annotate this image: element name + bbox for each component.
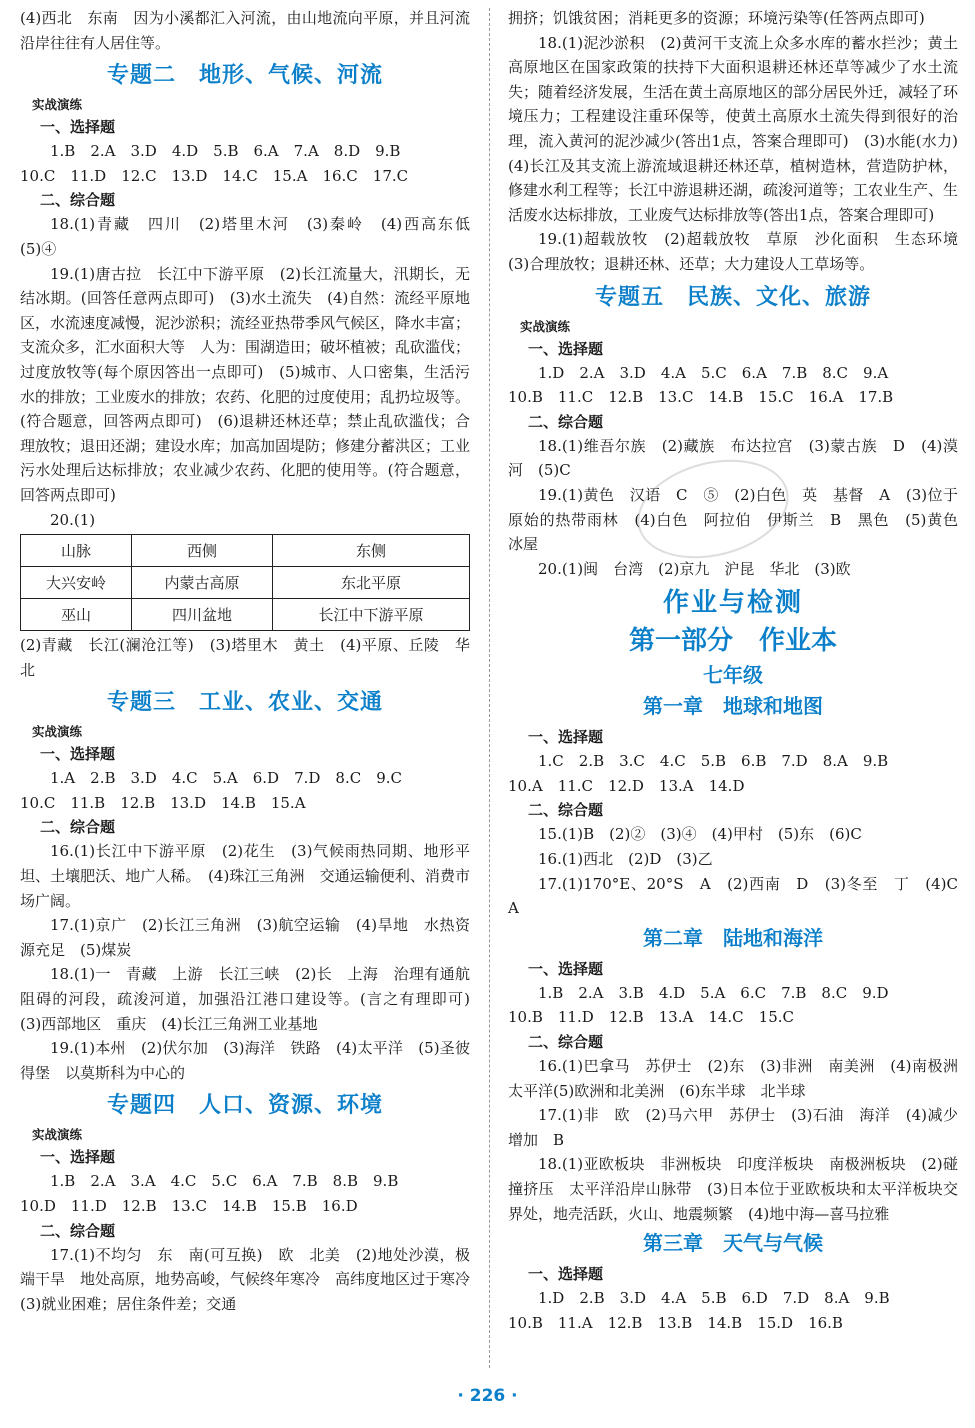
practice-label: 实战演练	[520, 318, 571, 334]
choice-answers: 1.B 2.A 3.A 4.C 5.C 6.A 7.B 8.B 9.B	[50, 1172, 399, 1191]
question-answer: 16.(1)西北 (2)D (3)乙	[538, 850, 713, 869]
choice-answers: 1.B 2.A 3.B 4.D 5.A 6.C 7.B 8.C 9.D	[538, 983, 889, 1002]
choice-answers: 10.B 11.C 12.B 13.C 14.B 15.C 16.A 17.B	[508, 388, 894, 407]
section-comprehensive: 二、综合题	[40, 1221, 116, 1240]
question-answer: 17.(1)非 欧 (2)马六甲 苏伊士 (3)石油 海洋 (4)减少 增加 B	[508, 1106, 974, 1149]
question-answer: 20.(1)闽 台湾 (2)京九 沪昆 华北 (3)欧	[538, 559, 851, 578]
answer-table	[20, 534, 470, 631]
table-row	[21, 567, 470, 599]
table-cell: 长江中下游平原	[273, 599, 470, 631]
question-answer: 18.(1)亚欧板块 非洲板块 印度洋板块 南极洲板块 (2)碰撞挤压 太平洋沿岸山脉带 (3)日本位于亚欧板块和太平洋板块交界处，地壳活跃，火山、地震频繁 (4)地中海—喜马拉雅	[508, 1155, 958, 1223]
question-answer: 19.(1)超载放牧 (2)超载放牧 草原 沙化面积 生态环境 (3)合理放牧；退耕还林、还草；大力建设人工草场等。	[508, 230, 974, 273]
grade-title: 七年级	[703, 663, 763, 688]
column-divider	[489, 8, 490, 1368]
section-comprehensive: 二、综合题	[528, 801, 604, 820]
section-choice: 一、选择题	[528, 339, 604, 358]
right-column	[508, 6, 974, 1335]
choice-answers: 10.B 11.D 12.B 13.A 14.C 15.C	[508, 1008, 794, 1027]
practice-label: 实战演练	[32, 724, 83, 740]
table-header-cell: 东侧	[273, 535, 470, 567]
left-column	[20, 6, 486, 1316]
question-answer: 19.(1)本州 (2)伏尔加 (3)海洋 铁路 (4)太平洋 (5)圣彼得堡 以莫斯科为中心的	[20, 1039, 470, 1082]
table-row	[21, 599, 470, 631]
table-header-row	[21, 535, 470, 567]
choice-answers: 10.C 11.B 12.B 13.D 14.B 15.A	[20, 793, 306, 812]
choice-answers: 1.D 2.B 3.D 4.A 5.B 6.D 7.D 8.A 9.B	[538, 1289, 890, 1308]
table-cell: 内蒙古高原	[132, 567, 273, 599]
question-answer: 18.(1)一 青藏 上游 长江三峡 (2)长 上海 治理有通航阻碍的河段，疏浚河道，加强沿江港口建设等。(言之有理即可) (3)西部地区 重庆 (4)长江三角洲工业基地	[20, 965, 486, 1033]
question-answer: 16.(1)长江中下游平原 (2)花生 (3)气候雨热同期、地形平坦、土壤肥沃、地广人稀。 (4)珠江三角洲 交通运输便利、消费市场广阔。	[20, 842, 470, 910]
section-choice: 一、选择题	[528, 959, 604, 978]
question-answer: 16.(1)巴拿马 苏伊士 (2)东 (3)非洲 南美洲 (4)南极洲 太平洋(5)欧洲和北美洲 (6)东半球 北半球	[508, 1057, 974, 1100]
table-header-cell: 山脉	[21, 535, 132, 567]
question-answer: 17.(1)170°E、20°S A (2)西南 D (3)冬至 丁 (4)C A	[508, 874, 974, 918]
choice-answers: 1.C 2.B 3.C 4.C 5.B 6.B 7.D 8.A 9.B	[538, 752, 889, 771]
topic5-title: 专题五 民族、文化、旅游	[594, 284, 871, 310]
choice-answers: 10.C 11.D 12.C 13.D 14.C 15.A 16.C 17.C	[20, 166, 409, 185]
section-comprehensive: 二、综合题	[40, 191, 116, 210]
section-comprehensive: 二、综合题	[528, 1033, 604, 1052]
choice-answers: 10.B 11.A 12.B 13.B 14.B 15.D 16.B	[508, 1313, 843, 1332]
question-answer: 19.(1)唐古拉 长江中下游平原 (2)长江流量大，汛期长，无结冰期。(回答任意两点即可) (3)水土流失 (4)自然：流经平原地区，水流速度减慢，泥沙淤积；流经亚热带季风气候区，降水丰富；支流众多，汇水面积大等 人为：围湖造田；破坏植被；乱砍滥伐；过度放牧等(每个原因答出一点即可) (5)城市、人口密集，生活污水的排放；工业废水的排放；农药、化肥的过度使用；乱扔垃圾等。(符合题意，回答两点即可) (6)退耕还林还草；禁止乱砍滥伐；合理放牧；退田还湖；建设水库；加高加固堤防；修建分蓄洪区；工业污水处理后达标排放；农业减少农药、化肥的使用等。(符合题意，回答两点即可)	[20, 264, 471, 504]
section-choice: 一、选择题	[40, 118, 116, 137]
choice-answers: 1.B 2.A 3.D 4.D 5.B 6.A 7.A 8.D 9.B	[50, 142, 401, 161]
intro-answer: (4)西北 东南 因为小溪都汇入河流，由山地流向平原，并且河流沿岸往往有人居住等。	[20, 9, 470, 52]
section-choice: 一、选择题	[528, 728, 604, 747]
question-answer: 17.(1)不均匀 东 南(可互换) 欧 北美 (2)地处沙漠，极端干旱 地处高原，地势高峻，气候终年寒冷 高纬度地区过于寒冷 (3)就业困难；居住条件差；交通	[20, 1245, 486, 1313]
choice-answers: 1.D 2.A 3.D 4.A 5.C 6.A 7.B 8.C 9.A	[538, 363, 889, 382]
choice-answers: 1.A 2.B 3.D 4.C 5.A 6.D 7.D 8.C 9.C	[50, 769, 403, 788]
practice-label: 实战演练	[32, 1127, 83, 1143]
table-cell: 东北平原	[273, 567, 470, 599]
question-answer: 15.(1)B (2)② (3)④ (4)甲村 (5)东 (6)C	[538, 825, 862, 844]
book-section-title: 作业与检测	[662, 588, 803, 619]
choice-answers: 10.A 11.C 12.D 13.A 14.D	[508, 776, 745, 795]
question-answer: 20.(1)	[50, 510, 96, 529]
continued-answer: 拥挤；饥饿贫困；消耗更多的资源；环境污染等(任答两点即可)	[508, 9, 925, 27]
question-answer: 18.(1)青藏 四川 (2)塔里木河 (3)秦岭 (4)西高东低 (5)④	[20, 215, 486, 258]
table-header-cell: 西侧	[132, 535, 273, 567]
question-answer: 18.(1)泥沙淤积 (2)黄河干支流上众多水库的蓄水拦沙；黄土高原地区在国家政策的扶持下大面积退耕还林还草等减少了水土流失；随着经济发展，生活在黄土高原地区的部分居民外迁，减轻了环境压力；工程建设注重环保等，使黄土高原水土流失得到很好的治理，流入黄河的泥沙减少(答出1点，答案合理即可) (3)水能(水力) (4)长江及其支流上游流域退耕还林还草，植树造林，营造防护林，修建水利工程等；长江中游退耕还湖，疏浚河道等；工农业生产、生活废水达标排放，工业废气达标排放等(答出1点，答案合理即可)	[508, 33, 974, 224]
chapter3-title: 第三章 天气与气候	[643, 1231, 823, 1256]
table-cell: 四川盆地	[132, 599, 273, 631]
topic3-title: 专题三 工业、农业、交通	[106, 690, 383, 716]
topic4-title: 专题四 人口、资源、环境	[106, 1093, 383, 1119]
section-comprehensive: 二、综合题	[528, 412, 604, 431]
section-choice: 一、选择题	[528, 1265, 604, 1284]
choice-answers: 10.D 11.D 12.B 13.C 14.B 15.B 16.D	[20, 1197, 358, 1215]
section-choice: 一、选择题	[40, 745, 116, 764]
chapter1-title: 第一章 地球和地图	[643, 694, 823, 719]
question-answer: 19.(1)黄色 汉语 C ⑤ (2)白色 英 基督 A (3)位于原始的热带雨林 (4)白色 阿拉伯 伊斯兰 B 黑色 (5)黄色 冰屋	[508, 485, 974, 554]
chapter2-title: 第二章 陆地和海洋	[643, 925, 823, 950]
question-answer: 18.(1)维吾尔族 (2)藏族 布达拉宫 (3)蒙古族 D (4)漠河 (5)C	[508, 436, 958, 480]
practice-label: 实战演练	[32, 97, 83, 113]
section-choice: 一、选择题	[40, 1148, 116, 1167]
question-answer: 17.(1)京广 (2)长江三角洲 (3)航空运输 (4)旱地 水热资源充足 (5)煤炭	[20, 916, 470, 959]
page-number: · 226 ·	[457, 1386, 518, 1406]
table-cell: 巫山	[21, 599, 132, 631]
part-title: 第一部分 作业本	[628, 626, 837, 657]
topic2-title: 专题二 地形、气候、河流	[106, 63, 383, 89]
section-comprehensive: 二、综合题	[40, 818, 116, 837]
question-answer: (2)青藏 长江(澜沧江等) (3)塔里木 黄土 (4)平原、丘陵 华北	[20, 636, 470, 679]
table-cell: 大兴安岭	[21, 567, 132, 599]
